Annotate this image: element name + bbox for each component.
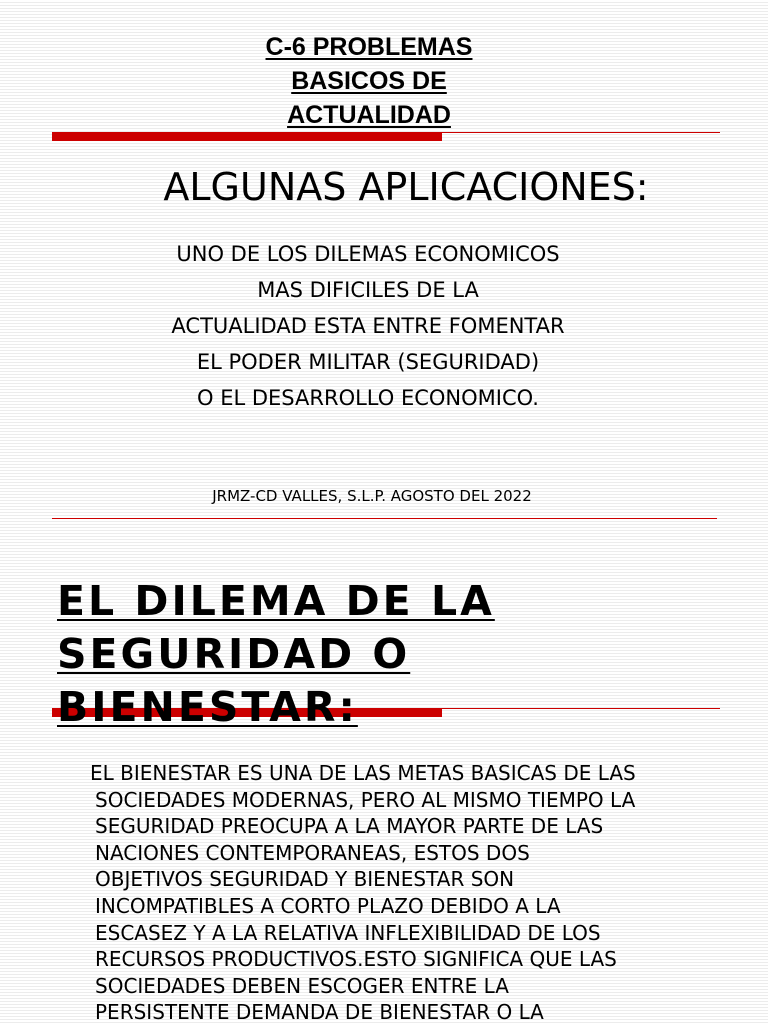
slide2-heading-line: BIENESTAR: [57, 683, 358, 731]
slide2-body-line: RECURSOS PRODUCTIVOS.ESTO SIGNIFICA QUE LAS [95, 947, 617, 972]
slide2-body-line: PERSISTENTE DEMANDA DE BIENESTAR O LA [95, 1000, 544, 1025]
slide2-body-line: SOCIEDADES DEBEN ESCOGER ENTRE LA [95, 973, 509, 998]
slide-divider [52, 518, 717, 519]
slide2-body-line: ESCASEZ Y A LA RELATIVA INFLEXIBILIDAD DE LOS [95, 920, 601, 945]
slide2-body-line: SEGURIDAD PREOCUPA A LA MAYOR PARTE DE LAS [95, 814, 604, 839]
slide2-body [90, 760, 750, 1026]
slide2-heading-line: EL DILEMA DE LA [57, 577, 495, 625]
slide1-body-line: EL PODER MILITAR (SEGURIDAD) [196, 350, 540, 374]
slide2-body-line: INCOMPATIBLES A CORTO PLAZO DEBIDO A LA [95, 893, 561, 918]
slide2-body-line: NACIONES CONTEMPORANEAS, ESTOS DOS [95, 840, 530, 865]
slide2-body-line: SOCIEDADES MODERNAS, PERO AL MISMO TIEMPO LA [95, 787, 636, 812]
slide2-body-line: EL BIENESTAR ES UNA DE LAS METAS BASICAS DE LAS [90, 761, 636, 785]
slide1-accent-line [442, 132, 720, 133]
slide1-body [110, 236, 626, 416]
slide2-body-line: OBJETIVOS SEGURIDAD Y BIENESTAR SON [95, 867, 515, 892]
slide1-heading: ALGUNAS APLICACIONES: [163, 165, 649, 209]
slide1-title [180, 30, 558, 132]
slide1-title-line: ACTUALIDAD [287, 101, 451, 129]
slide1-accent-bar [52, 132, 442, 141]
slide1-body-line: UNO DE LOS DILEMAS ECONOMICOS [176, 242, 560, 266]
slide1-body-line: O EL DESARROLLO ECONOMICO. [197, 386, 539, 410]
slide1-body-line: MAS DIFICILES DE LA [257, 278, 479, 302]
slide1-footer: JRMZ-CD VALLES, S.L.P. AGOSTO DEL 2022 [212, 487, 532, 505]
slide1-title-line: C-6 PROBLEMAS [265, 33, 473, 61]
slide1-body-line: ACTUALIDAD ESTA ENTRE FOMENTAR [171, 314, 565, 338]
slide2-heading [57, 575, 617, 734]
slide2-heading-line: SEGURIDAD O [57, 630, 411, 678]
slide1-title-line: BASICOS DE [291, 67, 447, 95]
